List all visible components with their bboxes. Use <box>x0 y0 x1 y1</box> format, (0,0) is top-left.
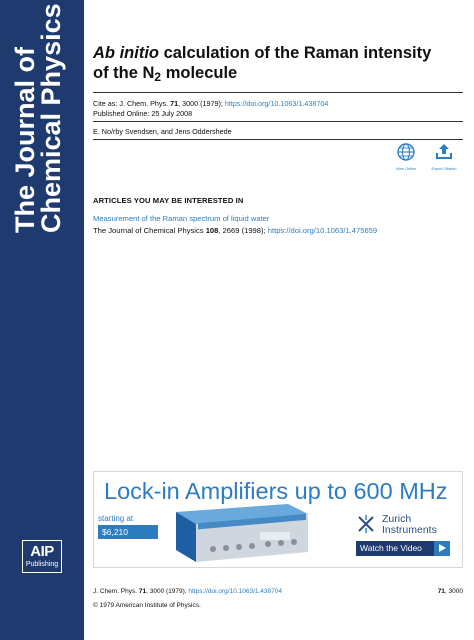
footer-doi-link[interactable]: https://doi.org/10.1063/1.438704 <box>188 588 282 595</box>
article-actions <box>389 143 464 175</box>
view-online-button[interactable] <box>389 143 423 171</box>
cite-volume: 71 <box>170 99 179 108</box>
title-italic: Ab initio <box>93 44 159 62</box>
export-citation-label: Export Citation <box>431 167 457 171</box>
globe-icon <box>397 143 415 161</box>
advertisement-banner[interactable] <box>93 471 463 568</box>
title-line2-post: molecule <box>161 64 238 82</box>
journal-name-line1: The Journal of <box>10 46 40 233</box>
ad-price: $6,210 <box>98 525 158 539</box>
divider <box>93 139 463 140</box>
divider <box>93 92 463 93</box>
title-subscript: 2 <box>154 70 162 84</box>
ad-price-label: starting at <box>98 514 134 523</box>
watch-video-label: Watch the Video <box>360 543 422 553</box>
footer-citation <box>93 588 282 595</box>
cite-rest: , 3000 (1979); <box>178 99 225 108</box>
footer-page <box>438 588 463 595</box>
journal-name <box>10 3 66 233</box>
citation <box>93 99 328 109</box>
brand-line2: Instruments <box>382 524 437 536</box>
view-online-label: View Online <box>395 167 417 171</box>
journal-name-line2: Chemical Physics <box>36 3 66 233</box>
zurich-name <box>382 514 437 536</box>
published-date: Published Online: 25 July 2008 <box>93 109 193 118</box>
doi-link[interactable]: https://doi.org/10.1063/1.438704 <box>224 99 329 108</box>
lock-in-amplifier-image <box>168 502 314 564</box>
title-line2-pre: of the N <box>93 64 155 82</box>
footer-cite-rest: , 3000 (1979); <box>146 588 189 595</box>
divider <box>93 121 463 122</box>
logo-subtext: Publishing <box>25 561 59 568</box>
ad-headline: Lock-in Amplifiers up to 600 MHz <box>104 478 448 504</box>
footer-copyright: © 1979 American Institute of Physics. <box>93 602 201 609</box>
logo-text: AIP <box>30 543 54 560</box>
authors: E. No/rby Svendsen, and Jens Oddershede <box>93 127 232 136</box>
cite-label: Cite as: J. Chem. Phys. <box>93 99 171 108</box>
watch-video-button[interactable] <box>356 541 450 556</box>
journal-sidebar <box>0 0 84 640</box>
export-citation-button[interactable] <box>427 143 461 171</box>
related-journal: The Journal of Chemical Physics <box>93 226 206 235</box>
play-icon <box>434 541 450 556</box>
related-volume: 108 <box>205 226 219 235</box>
article-title <box>93 43 463 87</box>
aip-publishing-logo[interactable] <box>22 540 62 573</box>
brand-line1: Zurich <box>382 513 412 525</box>
related-heading: ARTICLES YOU MAY BE INTERESTED IN <box>93 196 244 205</box>
related-article-link[interactable]: Measurement of the Raman spectrum of liquid water <box>93 214 270 223</box>
related-citation <box>93 226 377 235</box>
footer-volume: 71 <box>138 588 147 595</box>
related-rest: , 2669 (1998); <box>218 226 268 235</box>
export-icon <box>435 143 453 161</box>
zurich-logo-icon <box>356 514 376 534</box>
title-line1: calculation of the Raman intensity <box>158 44 432 62</box>
footer-cite-pre: J. Chem. Phys. <box>93 588 139 595</box>
related-doi-link[interactable]: https://doi.org/10.1063/1.475659 <box>267 226 378 235</box>
footer-page-number: , 3000 <box>444 588 463 595</box>
footer-page-volume: 71 <box>437 588 445 595</box>
